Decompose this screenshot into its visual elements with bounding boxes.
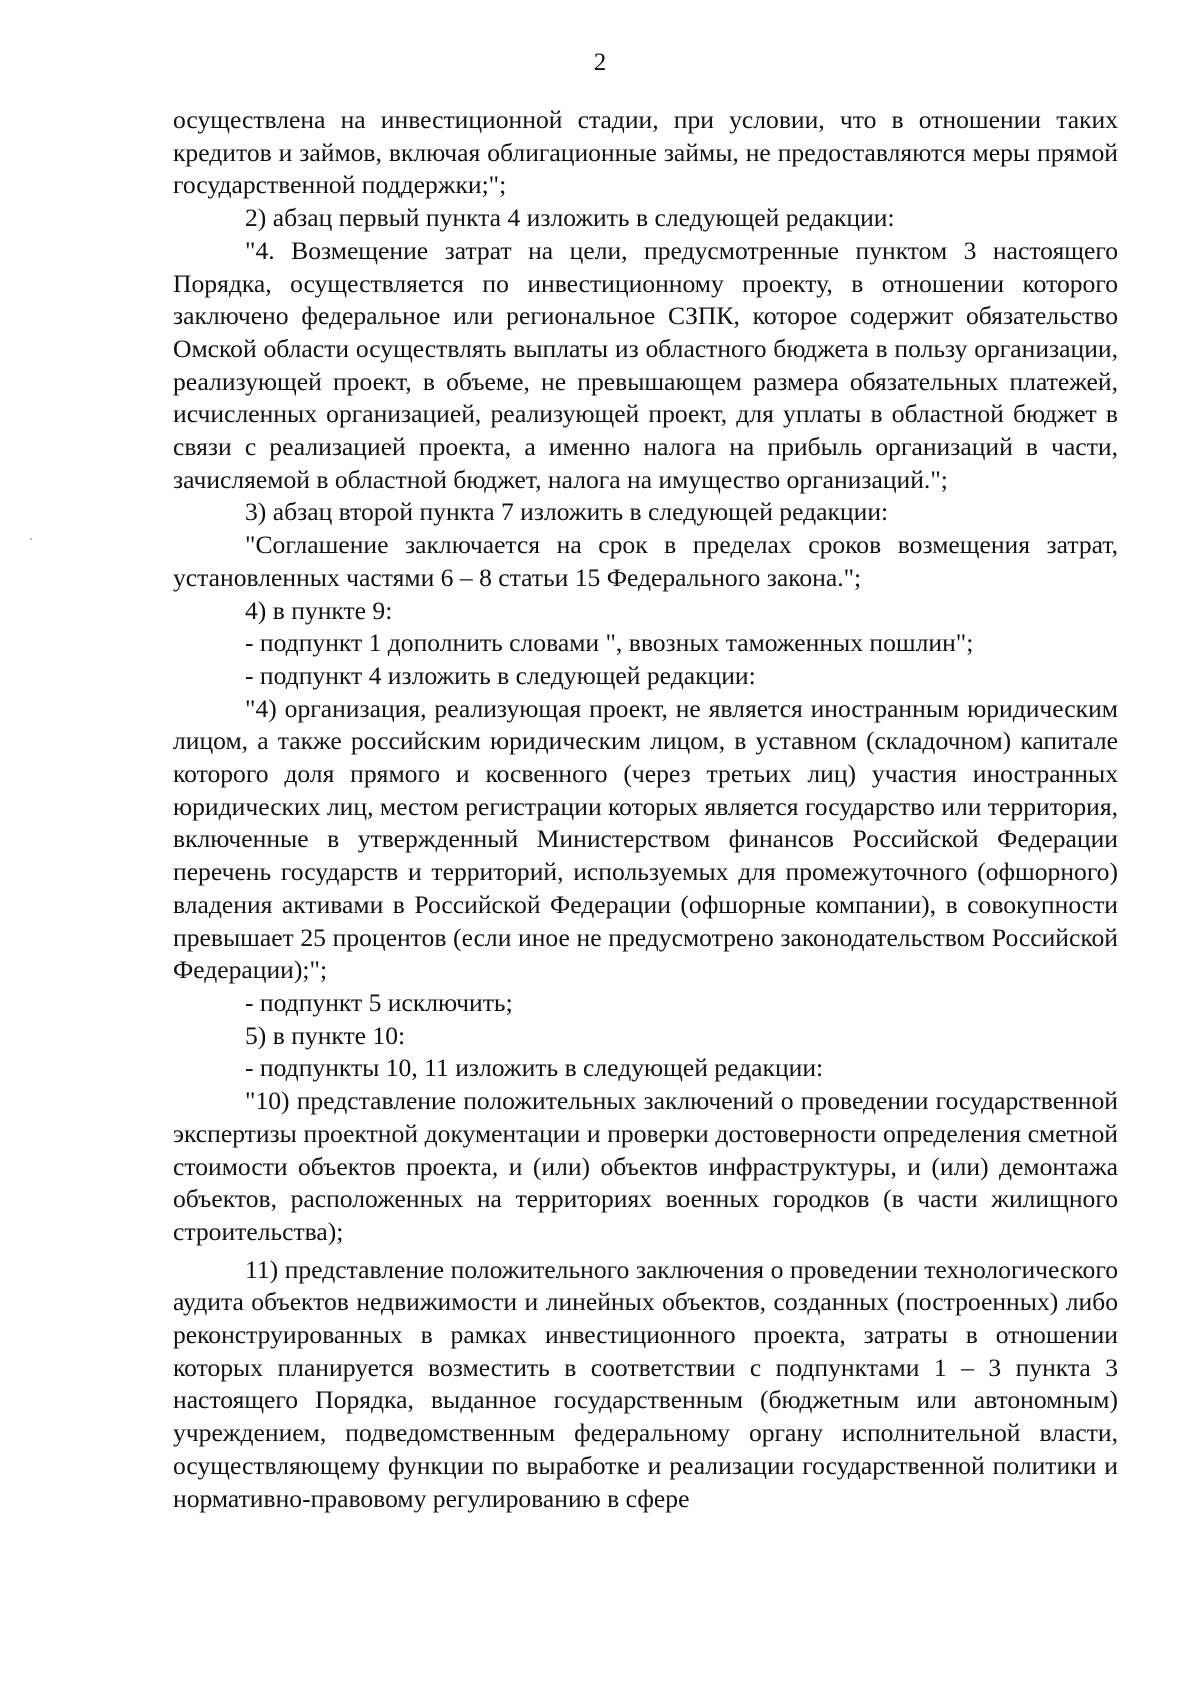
paragraph-subitem-4: - подпункт 4 изложить в следующей редакции: (245, 660, 756, 690)
paragraph-item-4: 4) в пункте 9: (245, 595, 393, 625)
paragraph-subitem-1: - подпункт 1 дополнить словами ", ввозных таможенных пошлин"; (245, 628, 974, 658)
paragraph-subitem-11: 11) представление положительного заключения о проведении технологического аудита объектов недвижимости и линейных объектов, созданных (построенных) либо реконструированных в рамках инвестиционного проекта, затраты в отношении которых планируется возместить в соответствии с подпунктами 1 – 3 пункта 3 настоящего Порядка, выданное государственным (бюджетным или автономным) учреждением, подведомственным федеральному органу исполнительной власти, осуществляющему функции по выработке и реализации государственной политики и нормативно-правовому регулированию в сфере (173, 1254, 1118, 1513)
page-number: 2 (593, 49, 607, 76)
scan-speck (30, 538, 32, 540)
paragraph-quoted-agreement: "Соглашение заключается на срок в пределах сроков возмещения затрат, установленных частями 6 – 8 статьи 15 Федерального закона."; (173, 530, 1118, 592)
paragraph-subitem-5: - подпункт 5 исключить; (245, 987, 513, 1017)
paragraph-continuation: осуществлена на инвестиционной стадии, при условии, что в отношении таких кредитов и займов, включая облигационные займы, не предоставляются меры прямой государственной поддержки;"; (173, 105, 1118, 200)
paragraph-quoted-point-4: "4. Возмещение затрат на цели, предусмотренные пунктом 3 настоящего Порядка, осуществляется по инвестиционному проекту, в отношении которого заключено федеральное или региональное СЗПК, которое содержит обязательство Омской области осуществлять выплаты из областного бюджета в пользу организации, реализующей проект, в объеме, не превышающем размера обязательных платежей, исчисленных организацией, реализующей проект, для уплаты в областной бюджет в связи с реализацией проекта, а именно налога на прибыль организаций в части, зачисляемой в областной бюджет, налога на имущество организаций."; (173, 235, 1118, 494)
paragraph-subitems-10-11: - подпункты 10, 11 изложить в следующей редакции: (245, 1053, 824, 1083)
paragraph-item-2: 2) абзац первый пункта 4 изложить в следующей редакции: (245, 203, 895, 233)
paragraph-item-5: 5) в пункте 10: (245, 1020, 406, 1050)
document-body (173, 104, 1118, 1515)
paragraph-quoted-subitem-10: "10) представление положительных заключений о проведении государственной экспертизы проектной документации и проверки достоверности определения сметной стоимости объектов проекта, и (или) объектов инфраструктуры, и (или) демонтажа объектов, расположенных на территориях военных городков (в части жилищного строительства); (173, 1086, 1118, 1246)
paragraph-quoted-subitem-4: "4) организация, реализующая проект, не является иностранным юридическим лицом, а также российским юридическим лицом, в уставном (складочном) капитале которого доля прямого и косвенного (через третьих лиц) участия иностранных юридических лиц, местом регистрации которых является государство или территория, включенные в утвержденный Министерством финансов Российской Федерации перечень государств и территорий, используемых для промежуточного (офшорного) владения активами в Российской Федерации (офшорные компании), в совокупности превышает 25 процентов (если иное не предусмотрено законодательством Российской Федерации);"; (173, 693, 1118, 985)
paragraph-item-3: 3) абзац второй пункта 7 изложить в следующей редакции: (245, 497, 889, 527)
